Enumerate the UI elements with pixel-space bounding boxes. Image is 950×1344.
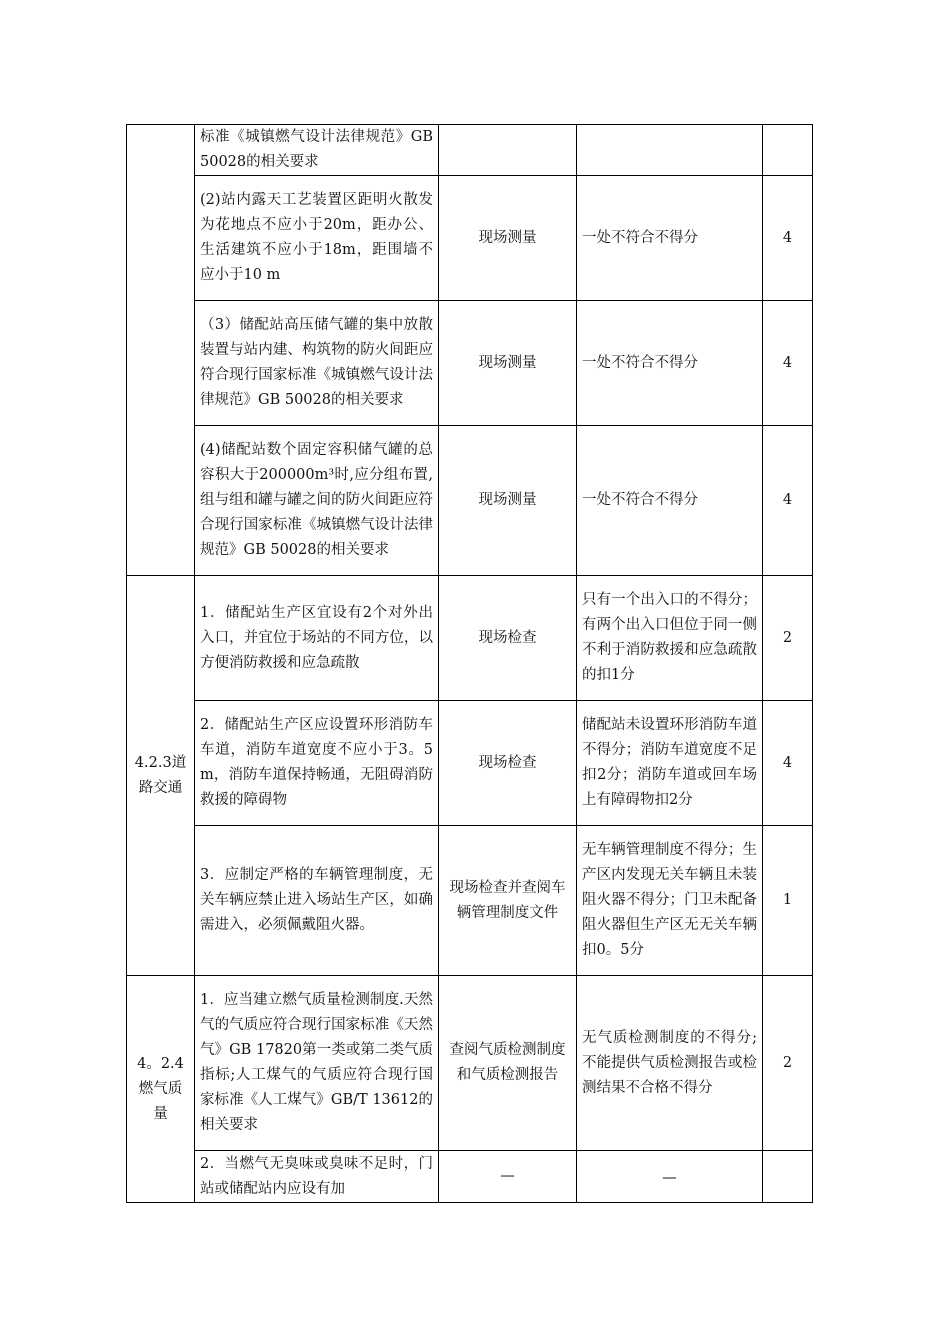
requirement-cell: （3）储配站高压储气罐的集中放散装置与站内建、构筑物的防火间距应符合现行国家标准《城镇燃气设计法律规范》GB 50028的相关要求: [195, 301, 439, 426]
criteria-cell: 一处不符合不得分: [577, 301, 763, 426]
method-cell: 现场检查: [439, 701, 577, 826]
category-cell-empty: [127, 125, 195, 576]
method-cell: [439, 125, 577, 176]
requirement-cell: 2．储配站生产区应设置环形消防车车道，消防车道宽度不应小于3。5 m，消防车道保持畅通，无阻碍消防救援的障碍物: [195, 701, 439, 826]
criteria-cell: 一处不符合不得分: [577, 176, 763, 301]
category-cell-road: 4.2.3道路交通: [127, 576, 195, 976]
score-cell: 4: [763, 701, 813, 826]
criteria-cell: 储配站未设置环形消防车道不得分；消防车道宽度不足扣2分；消防车道或回车场上有障碍物扣2分: [577, 701, 763, 826]
score-cell: 4: [763, 176, 813, 301]
score-cell: [763, 125, 813, 176]
requirement-cell: (4)储配站数个固定容积储气罐的总容积大于200000m³时,应分组布置,组与组和罐与罐之间的防火间距应符合现行国家标准《城镇燃气设计法律规范》GB 50028的相关要求: [195, 426, 439, 576]
requirement-cell: 标准《城镇燃气设计法律规范》GB 50028的相关要求: [195, 125, 439, 176]
criteria-cell: 无车辆管理制度不得分；生产区内发现无关车辆且未装阻火器不得分；门卫未配备阻火器但生产区无无关车辆扣0。5分: [577, 826, 763, 976]
requirement-cell: 3．应制定严格的车辆管理制度，无关车辆应禁止进入场站生产区，如确需进入，必须佩戴阻火器。: [195, 826, 439, 976]
requirement-cell: (2)站内露天工艺装置区距明火散发为花地点不应小于20m，距办公、生活建筑不应小于18m，距围墙不应小于10 m: [195, 176, 439, 301]
score-cell: 4: [763, 301, 813, 426]
category-cell-gas: 4。2.4燃气质量: [127, 976, 195, 1203]
criteria-cell: 一处不符合不得分: [577, 426, 763, 576]
table-row: [127, 301, 813, 426]
method-cell: —: [439, 1151, 577, 1203]
table-row: [127, 125, 813, 176]
method-cell: 现场测量: [439, 176, 577, 301]
requirement-cell: 2．当燃气无臭味或臭味不足时，门站或储配站内应设有加: [195, 1151, 439, 1203]
score-cell: 2: [763, 576, 813, 701]
method-cell: 现场测量: [439, 301, 577, 426]
score-cell: 1: [763, 826, 813, 976]
table-row: [127, 826, 813, 976]
requirement-cell: 1．应当建立燃气质量检测制度.天然气的气质应符合现行国家标准《天然气》GB 17820第一类或第二类气质指标;人工煤气的气质应符合现行国家标准《人工煤气》GB/T 13612的相关要求: [195, 976, 439, 1151]
score-cell: [763, 1151, 813, 1203]
criteria-cell: 无气质检测制度的不得分;不能提供气质检测报告或检测结果不合格不得分: [577, 976, 763, 1151]
score-cell: 4: [763, 426, 813, 576]
table-row: [127, 426, 813, 576]
criteria-cell: [577, 125, 763, 176]
method-cell: 现场检查: [439, 576, 577, 701]
table-row: [127, 576, 813, 701]
table-row: [127, 701, 813, 826]
criteria-cell: —: [577, 1151, 763, 1203]
method-cell: 查阅气质检测制度和气质检测报告: [439, 976, 577, 1151]
score-cell: 2: [763, 976, 813, 1151]
criteria-cell: 只有一个出入口的不得分；有两个出入口但位于同一侧不利于消防救援和应急疏散的扣1分: [577, 576, 763, 701]
method-cell: 现场测量: [439, 426, 577, 576]
table-row: [127, 976, 813, 1151]
method-cell: 现场检查并查阅车辆管理制度文件: [439, 826, 577, 976]
requirement-cell: 1．储配站生产区宜设有2个对外出入口，并宜位于场站的不同方位，以方便消防救援和应急疏散: [195, 576, 439, 701]
evaluation-table: [126, 124, 813, 1203]
table-row: [127, 1151, 813, 1203]
table-row: [127, 176, 813, 301]
